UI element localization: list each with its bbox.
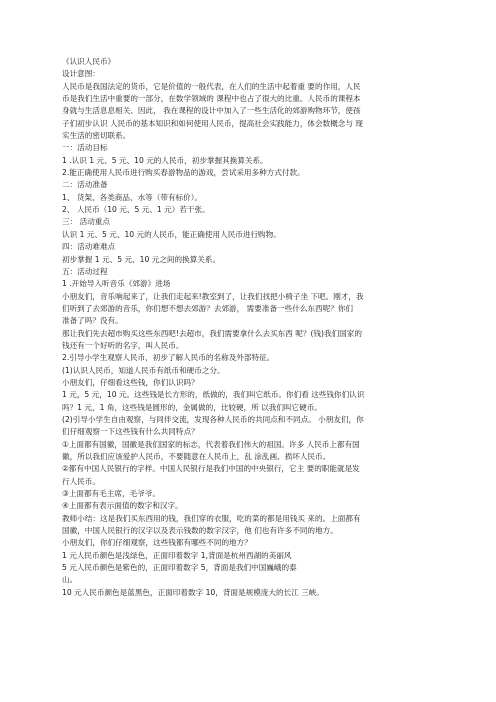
text-line: 设计意图： (62, 69, 100, 79)
text-line: 三： 活动重点 (62, 217, 110, 227)
text-line: (2)引导小学生自由观察，与同伴交流，发现各种人民币的共同点和不同点。 小朋友们，你 (62, 414, 364, 424)
document-title: 《认识人民币》 (62, 57, 116, 66)
text-line: 钱还有一个好听的名字，叫人民币。 (62, 340, 184, 350)
text-line: ③上面都有毛主席，毛爷爷。 (62, 489, 160, 499)
text-line: (1)认识人民币，知道人民币有纸币和硬币之分。 (62, 365, 225, 375)
text-line: 五：活动过程 (62, 266, 108, 276)
text-line: 二：活动准备 (62, 180, 108, 190)
text-line: ①上面都有国徽，国徽是我们国家的标志，代表着我们伟大的祖国。许多 人民币上都有国 (62, 439, 360, 449)
text-line: ②都有中国人民银行的字样。中国人民银行是我们中国的中央银行，它主 要的职能就是发 (62, 464, 360, 474)
text-line: 实生活的密切联系。 (62, 131, 131, 141)
text-line: 吗？1 元，1 角，这些钱是圆形的，金属做的，比较硬，所 以我们叫它硬币。 (62, 402, 322, 412)
text-line: 们仔细观察一下这些钱有什么共同特点？ (62, 427, 199, 437)
text-line: 行人民币。 (62, 476, 100, 486)
text-line: 2.能正确使用人民币进行购买春游物品的游戏，尝试采用多种方式付款。 (62, 168, 305, 178)
text-line: 1 元人民币颜色是浅绿色，正面印着数字 1,背面是杭州西湖的美丽风 (62, 550, 292, 560)
text-line: 小朋友们，你们仔细观察，这些钱都有哪些不同的地方？ (62, 538, 252, 548)
text-line: 人民币是我国法定的货币，它是价值的一般代表，在人们的生活中起着重 要的作用，人民 (62, 81, 361, 91)
text-line: 四：活动难难点 (62, 242, 116, 252)
text-line: 认识 1 元、5 元、10 元的人民币，能正确使用人民币进行购物。 (62, 229, 281, 239)
text-line: 一：活动目标 (62, 143, 108, 153)
text-line: 1 .认识 1 元、5 元、10 元的人民币，初步掌握其换算关系。 (62, 155, 268, 165)
text-line: 子们初步认识 人民币的基本知识和如何使用人民币，提高社会实践能力，体会数概念与 现 (62, 118, 363, 128)
text-line: 1、 货架、各类商品、水等（带有标价）。 (62, 192, 203, 202)
text-line: 2、 人民币（10 元、5 元、1 元）若干张。 (62, 205, 210, 215)
text-line: 小朋友们，仔细看这些钱，你们认识吗？ (62, 377, 199, 387)
text-line: 1 .开始导入听音乐《郊游》进场 (62, 279, 171, 289)
document-body (62, 68, 434, 599)
text-line: 1 元，5 元，10 元。这些钱是长方形的，纸做的，我们叫它纸币。你们看 这些钱你们认识 (62, 390, 365, 400)
text-line: 小朋友们，音乐响起来了，让我们走起来!教室到了，让我们找把小椅子坐 下吧。刚才，我 (62, 291, 364, 301)
text-line: 山。 (62, 575, 78, 585)
text-line: 徽，所以我们应该爱护人民币，不要随意在人民币上，乱 涂乱画、损坏人民币。 (62, 452, 331, 461)
text-line: 国徽，中国人民银行的汉字以及表示钱数的数字汉字，他 们也有许多不同的地方。 (62, 526, 338, 536)
text-line: 准备了吗？没有。 (62, 316, 123, 326)
text-line: 们听到了去郊游的音乐，你们想不想去郊游？去郊游， 需要准备一些什么东西呢？你们 (62, 303, 353, 313)
text-line: 2.引导小学生观察人民币，初步了解人民币的名称及外部特征。 (62, 353, 275, 363)
text-line: 教师小结：这是我们买东西用的钱，我们穿的衣服，吃的菜的都是用钱买 来的。上面都有 (62, 513, 361, 523)
text-line: ④上面都有表示面值的数字和汉字。 (62, 501, 183, 511)
text-line: 那让我们先去超市购买这些东西吧!去超市，我们需要拿什么去买东西 呢？(钱)我们国家的 (62, 328, 362, 338)
text-line: 初步掌握 1 元、5 元、10 元之间的换算关系。 (62, 254, 221, 264)
text-line: 身就与生活息息相关、因此， 我在课程的设计中加入了一些生活化的郊游购物环节，使孩 (62, 106, 361, 116)
text-line: 币是我们生活中重要的一部分，在数学领域的 课程中也占了很大的比重。人民币的课程本 (62, 94, 361, 104)
text-line: 5 元人民币颜色是紫色的，正面印着数字 5，背面是我们中国巍峨的泰 (62, 563, 297, 573)
text-line: 10 元人民币颜色是蓝黑色，正面印着数字 10，背面是规模庞大的长江 三峡。 (62, 587, 324, 597)
